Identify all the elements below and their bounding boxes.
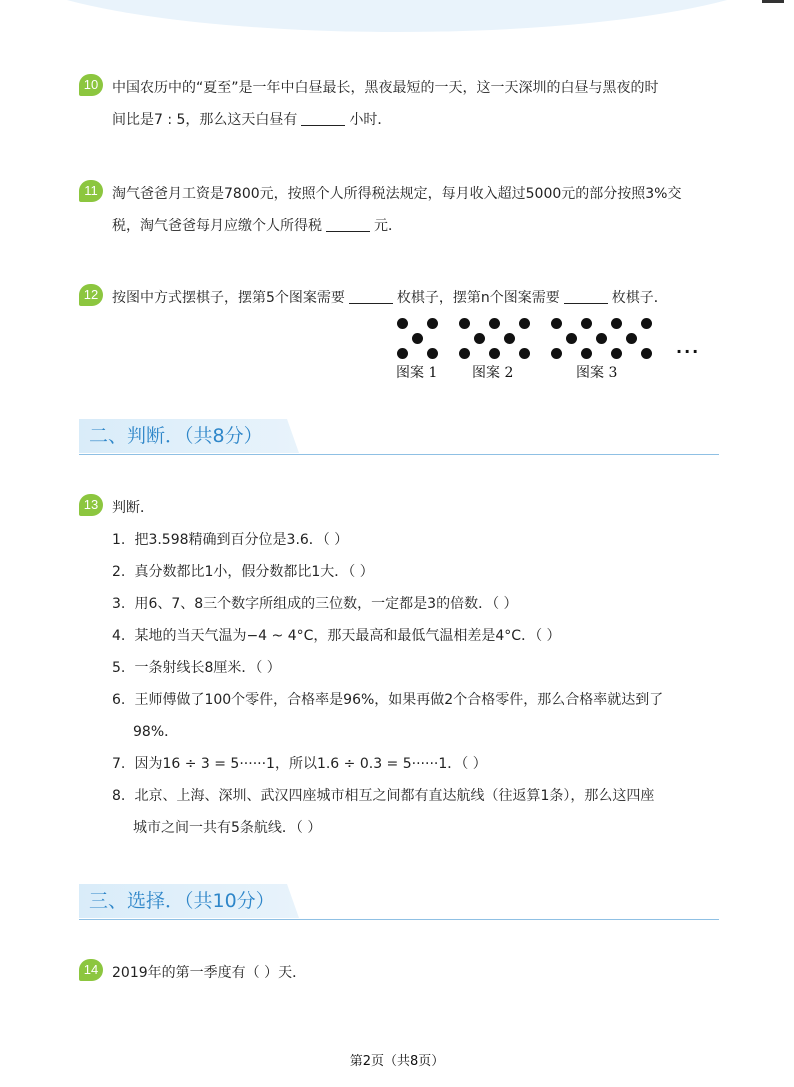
pattern-label: 图案 2 <box>472 365 514 381</box>
chess-piece-dot <box>459 318 470 329</box>
chess-piece-dot <box>581 318 592 329</box>
item-text: 真分数都比1小，假分数都比1大．（ ） <box>134 564 374 580</box>
item-number: 4. <box>112 628 126 644</box>
judge-item <box>112 620 561 652</box>
question-number-badge: 12 <box>79 284 103 306</box>
judge-item <box>112 588 518 620</box>
chess-piece-dot <box>611 318 622 329</box>
chess-piece-dot <box>566 333 577 344</box>
item-text: 用6、7、8三个数字所组成的三位数，一定都是3的倍数．（ ） <box>134 596 518 612</box>
pattern-label: 图案 3 <box>576 365 618 381</box>
header-decoration <box>0 0 794 32</box>
chess-piece-dot <box>489 348 500 359</box>
item-number: 2. <box>112 564 126 580</box>
judge-item <box>112 684 712 716</box>
item-text: 把3.598精确到百分位是3.6．（ ） <box>134 532 349 548</box>
item-number: 5. <box>112 660 126 676</box>
chess-piece-dot <box>459 348 470 359</box>
answer-blank[interactable] <box>564 290 608 304</box>
chess-piece-dot <box>596 333 607 344</box>
chess-piece-dot <box>641 318 652 329</box>
item-text: 某地的当天气温为−4 ~ 4°C，那天最高和最低气温相差是4°C．（ ） <box>134 628 561 644</box>
question-text: 间比是7 : 5，那么这天白昼有 <box>112 112 298 128</box>
page-footer: 第2页（共8页） <box>349 1054 445 1069</box>
section-header-choice <box>79 884 719 918</box>
judge-item <box>112 652 281 684</box>
question-line: 中国农历中的“夏至”是一年中白昼最长，黑夜最短的一天，这一天深圳的白昼与黑夜的时 <box>112 80 659 96</box>
section-header-judge <box>79 419 719 453</box>
question-12-text <box>112 282 712 314</box>
chess-piece-dot <box>397 318 408 329</box>
question-text: 枚棋子． <box>611 290 668 306</box>
item-number: 7. <box>112 756 126 772</box>
chess-piece-dot <box>641 348 652 359</box>
judge-item <box>112 524 348 556</box>
question-text: 小时． <box>349 112 392 128</box>
item-number: 6. <box>112 692 126 708</box>
chess-piece-dot <box>611 348 622 359</box>
item-text: 因为16 ÷ 3 = 5······1，所以1.6 ÷ 0.3 = 5······1．（ ） <box>134 756 487 772</box>
question-number-badge: 11 <box>79 180 103 202</box>
section-title: 三、选择．（共10分） <box>89 890 275 912</box>
answer-blank[interactable] <box>349 290 393 304</box>
question-number-badge: 10 <box>79 74 103 96</box>
chess-piece-dot <box>504 333 515 344</box>
chess-piece-dot <box>551 318 562 329</box>
judge-item <box>112 556 374 588</box>
judge-item-continuation: 城市之间一共有5条航线．（ ） <box>133 820 322 836</box>
judge-item <box>112 780 712 812</box>
question-11-text <box>112 178 712 242</box>
chess-piece-dot <box>581 348 592 359</box>
question-13-intro: 判断． <box>112 500 154 516</box>
question-text: 元． <box>374 218 402 234</box>
answer-blank[interactable] <box>301 112 345 126</box>
chess-piece-dot <box>427 348 438 359</box>
question-number-badge: 14 <box>79 959 103 981</box>
chess-piece-dot <box>474 333 485 344</box>
section-title: 二、判断．（共8分） <box>89 425 263 447</box>
answer-blank[interactable] <box>326 218 370 232</box>
section-divider <box>79 454 719 455</box>
question-text: 枚棋子，摆第n个图案需要 <box>396 290 560 306</box>
chess-piece-dot <box>397 348 408 359</box>
question-number-badge: 13 <box>79 494 103 516</box>
question-14-text: 2019年的第一季度有（ ）天． <box>112 965 307 981</box>
chess-piece-dot <box>626 333 637 344</box>
question-10-text <box>112 72 712 136</box>
chess-piece-dot <box>412 333 423 344</box>
item-text: 王师傅做了100个零件，合格率是96%，如果再做2个合格零件，那么合格率就达到了 <box>134 692 664 708</box>
item-text: 一条射线长8厘米．（ ） <box>134 660 281 676</box>
question-line: 淘气爸爸月工资是7800元，按照个人所得税法规定，每月收入超过5000元的部分按照3%交 <box>112 186 682 202</box>
item-number: 3. <box>112 596 126 612</box>
judge-item <box>112 748 487 780</box>
item-number: 8. <box>112 788 126 804</box>
question-line <box>112 210 712 242</box>
ellipsis: ··· <box>676 342 701 361</box>
section-divider <box>79 919 719 920</box>
item-text: 北京、上海、深圳、武汉四座城市相互之间都有直达航线（往返算1条），那么这四座 <box>134 788 655 804</box>
question-text: 税，淘气爸爸每月应缴个人所得税 <box>112 218 322 234</box>
header-corner-mark <box>762 0 784 3</box>
chess-piece-dot <box>551 348 562 359</box>
question-text: 按图中方式摆棋子，摆第5个图案需要 <box>112 290 345 306</box>
chess-piece-dot <box>427 318 438 329</box>
question-line <box>112 104 712 136</box>
chess-piece-dot <box>489 318 500 329</box>
item-number: 1. <box>112 532 126 548</box>
judge-item-continuation: 98%． <box>133 724 179 740</box>
pattern-label: 图案 1 <box>396 365 438 381</box>
chess-piece-dot <box>519 348 530 359</box>
chess-piece-dot <box>519 318 530 329</box>
